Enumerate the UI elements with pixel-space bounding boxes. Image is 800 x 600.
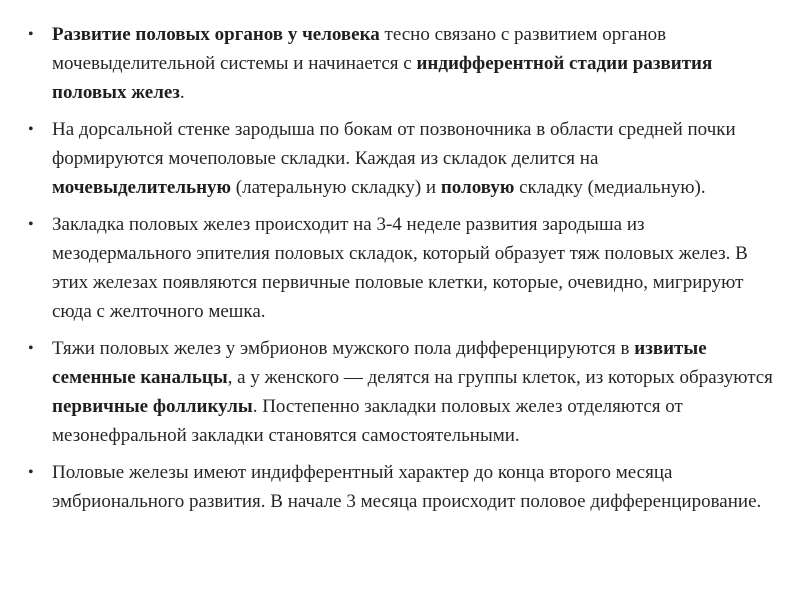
term-genital-development: Развитие половых органов у человека xyxy=(52,24,380,45)
bullet-icon: • xyxy=(28,26,34,43)
paragraph-text: Тяжи половых желез у эмбрионов мужского пола дифференцируются в xyxy=(52,338,635,359)
bullet-icon: • xyxy=(28,340,34,357)
term-genital-fold: половую xyxy=(440,177,515,198)
bullet-icon: • xyxy=(28,121,34,138)
slide-content xyxy=(22,20,782,524)
paragraph-text: Половые железы имеют индифферентный характер до конца второго месяца эмбрионального развития. В начале 3 месяца происходит половое дифференцирование. xyxy=(52,462,762,512)
paragraph-text: (латеральную складку) и xyxy=(231,177,441,198)
paragraph-text: На дорсальной стенке зародыша по бокам от позвоночника в области средней почки формируются мочеполовые складки. Каждая из складок делится на xyxy=(52,119,736,169)
bullet-item-2 xyxy=(22,115,782,202)
paragraph-text: тесно связано с развитием органов мочевыделительной системы и начинается с xyxy=(52,24,667,74)
bullet-item-1 xyxy=(22,20,782,107)
paragraph-text: , а у женского — делятся на группы клеток, из которых образуются xyxy=(227,367,773,388)
paragraph-text: . xyxy=(179,82,185,103)
bullet-icon: • xyxy=(28,464,34,481)
bullet-item-3 xyxy=(22,210,782,326)
paragraph-text: Закладка половых желез происходит на 3-4 неделе развития зародыша из мезодермального эпителия половых складок, который образует тяж половых желез. В этих железах появляются первичные половые клетки, которые, очевидно, мигрируют сюда с желточного мешка. xyxy=(52,214,748,322)
bullet-icon: • xyxy=(28,216,34,233)
paragraph-text: . Постепенно закладки половых желез отделяются от мезонефральной закладки становятся самостоятельными. xyxy=(52,396,683,446)
term-primary-follicles: первичные фолликулы xyxy=(52,396,253,417)
paragraph-text: складку (медиальную). xyxy=(514,177,706,198)
bullet-item-4 xyxy=(22,334,782,450)
term-urinary-fold: мочевыделительную xyxy=(52,177,232,198)
bullet-list xyxy=(22,20,782,516)
term-seminiferous-tubules: извитые семенные канальцы xyxy=(52,338,707,388)
term-indifferent-stage: индифферентной стадии развития половых желез xyxy=(52,53,713,103)
bullet-item-5 xyxy=(22,458,782,516)
